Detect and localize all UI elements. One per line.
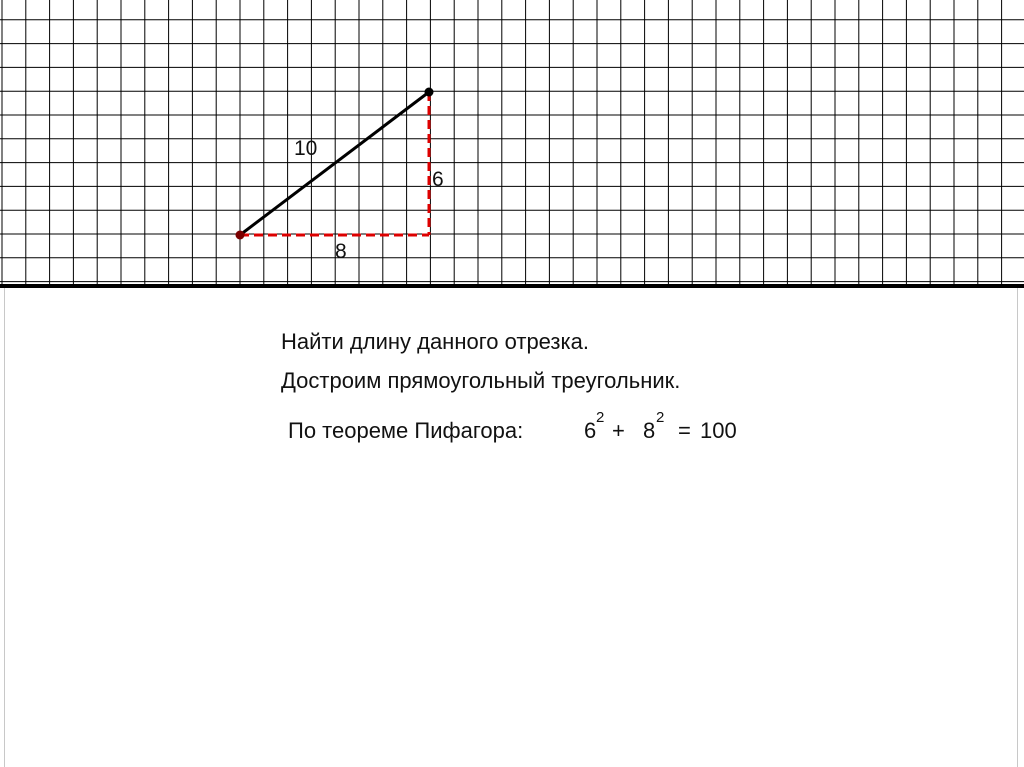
step-text: Достроим прямоугольный треугольник. [281,368,681,393]
theorem-prefix: По теореме Пифагора: [288,418,524,443]
vertical-leg-label: 6 [432,168,444,191]
hypotenuse-label: 10 [294,137,318,160]
formula-equals: = [678,418,691,443]
formula-term-b: 8 [643,418,656,443]
formula-plus: + [612,418,625,443]
horizontal-leg-label: 8 [335,240,347,263]
formula-term-b-exponent: 2 [656,409,665,426]
formula-term-a: 6 [584,418,597,443]
task-text: Найти длину данного отрезка. [281,329,589,354]
formula-result: 100 [700,418,737,443]
formula-term-a-exponent: 2 [596,409,605,426]
